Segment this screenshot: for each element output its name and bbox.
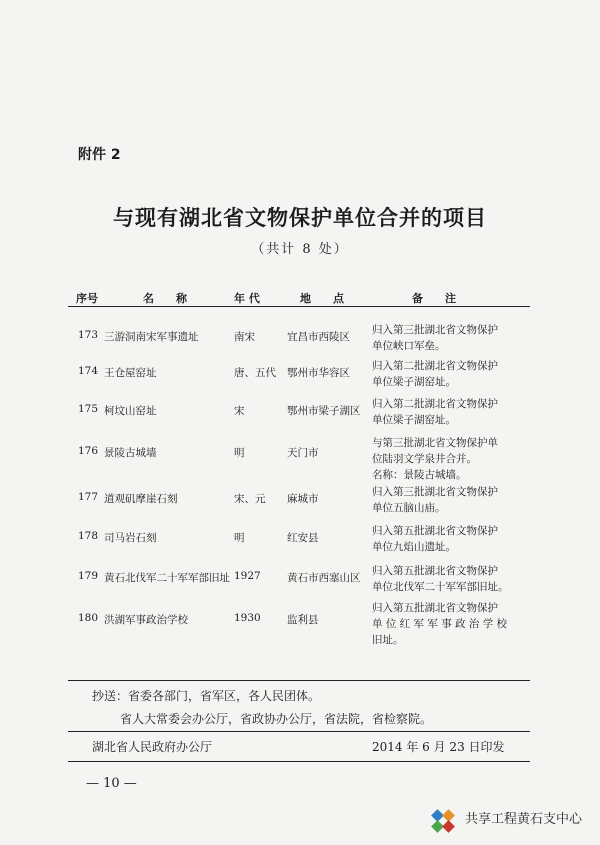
row-note: 与第三批湖北省文物保护单 位陆羽文学泉井合并。 名称：景陵古城墙。 — [372, 437, 498, 481]
cc-line-2: 省人大常委会办公厅，省政协办公厅，省法院，省检察院。 — [120, 712, 433, 726]
row-note: 归入第五批湖北省文物保护 单位北伐军二十军军部旧址。 — [372, 565, 509, 593]
row-place: 红安县 — [287, 532, 319, 544]
header-era: 年 代 — [234, 292, 260, 305]
row-note: 归入第二批湖北省文物保护 单位梁子湖窑址。 — [372, 398, 498, 426]
row-place: 天门市 — [287, 447, 319, 459]
row-no: 175 — [78, 403, 99, 415]
row-name: 司马岩石刻 — [104, 532, 157, 544]
row-place: 鄂州市华容区 — [287, 367, 350, 379]
row-name: 黄石北伐军二十军军部旧址 — [104, 572, 230, 584]
row-place: 鄂州市梁子湖区 — [287, 405, 361, 417]
row-no: 176 — [78, 445, 99, 457]
row-note: 归入第五批湖北省文物保护 单位九焰山遗址。 — [372, 525, 498, 553]
page-title: 与现有湖北省文物保护单位合并的项目 — [113, 205, 487, 230]
issuer: 湖北省人民政府办公厅 — [92, 740, 213, 754]
row-no: 179 — [78, 570, 99, 582]
issue-date: 2014 年 6 月 23 日印发 — [372, 740, 505, 754]
row-note: 归入第三批湖北省文物保护 单位峡口军垒。 — [372, 324, 498, 352]
diamond-logo-icon — [430, 808, 456, 838]
row-name: 三游洞南宋军事遗址 — [104, 331, 199, 343]
row-era: 1927 — [234, 570, 261, 582]
footer-divider-top — [68, 680, 530, 681]
header-divider — [68, 306, 530, 307]
row-no: 180 — [78, 612, 99, 624]
attachment-label: 附件 2 — [78, 147, 121, 163]
page-subtitle: （共计 8 处） — [251, 242, 349, 257]
row-place: 宜昌市西陵区 — [287, 331, 350, 343]
row-no: 177 — [78, 491, 99, 503]
row-era: 宋、元 — [234, 493, 266, 505]
row-era: 明 — [234, 447, 245, 459]
row-note: 归入第二批湖北省文物保护 单位梁子湖窑址。 — [372, 360, 498, 388]
watermark-text: 共享工程黄石支中心 — [465, 812, 583, 827]
row-name: 柯坟山窑址 — [104, 405, 157, 417]
row-era: 南宋 — [234, 331, 255, 343]
row-note: 归入第五批湖北省文物保护 单 位 红 军 军 事 政 治 学 校 旧址。 — [372, 602, 508, 646]
footer-divider-bottom — [68, 761, 530, 762]
header-note: 备 注 — [412, 292, 456, 305]
row-era: 宋 — [234, 405, 245, 417]
header-no: 序号 — [76, 292, 98, 305]
row-place: 麻城市 — [287, 493, 319, 505]
footer-divider-middle — [68, 731, 530, 732]
header-name: 名 称 — [143, 292, 187, 305]
row-place: 监利县 — [287, 614, 319, 626]
cc-line-1: 抄送：省委各部门，省军区，各人民团体。 — [92, 689, 321, 703]
row-name: 景陵古城墙 — [104, 447, 157, 459]
row-no: 178 — [78, 530, 99, 542]
row-note: 归入第三批湖北省文物保护 单位五脑山庙。 — [372, 486, 498, 514]
page-number: — 10 — — [86, 776, 137, 791]
row-name: 道观矶摩崖石刻 — [104, 493, 178, 505]
row-era: 明 — [234, 532, 245, 544]
row-no: 173 — [78, 329, 99, 341]
row-era: 1930 — [234, 612, 261, 624]
row-era: 唐、五代 — [234, 367, 276, 379]
row-name: 王仓屋窑址 — [104, 367, 157, 379]
row-no: 174 — [78, 365, 99, 377]
row-name: 洪湖军事政治学校 — [104, 614, 188, 626]
header-place: 地 点 — [300, 292, 344, 305]
row-place: 黄石市西塞山区 — [287, 572, 361, 584]
